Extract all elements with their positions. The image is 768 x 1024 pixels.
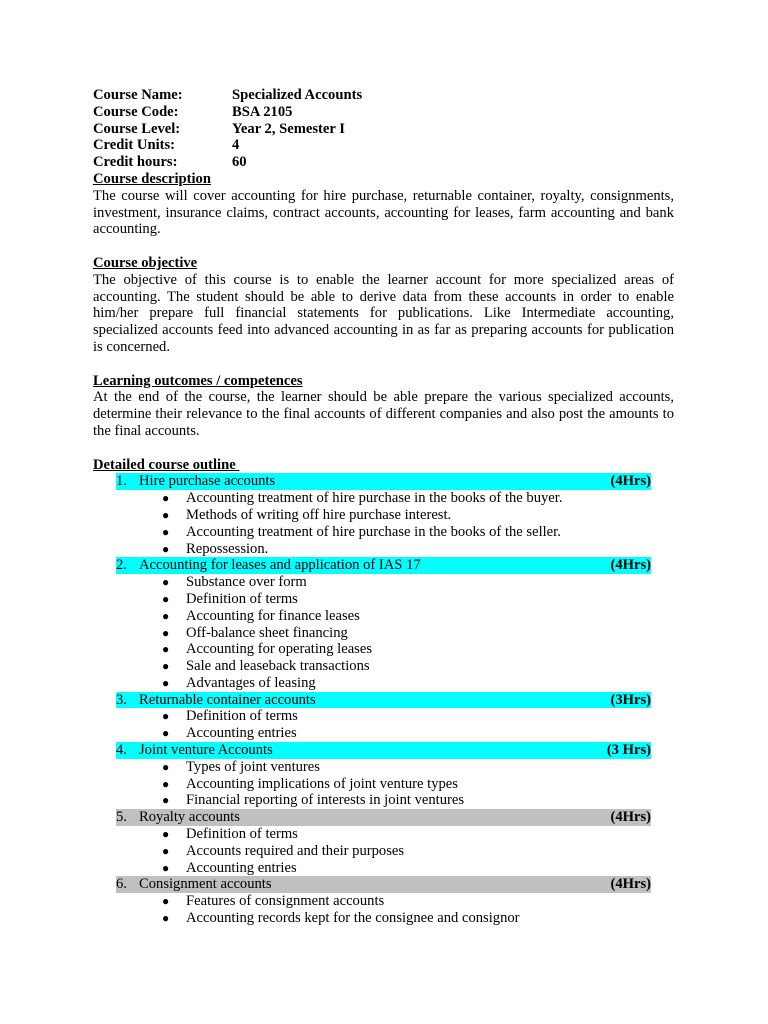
topic-hours: (4Hrs): [610, 557, 651, 574]
outline-subtopic: [162, 792, 674, 809]
bullet-icon: ●: [162, 575, 170, 590]
outline-topic: [116, 473, 651, 490]
course-info-value: Year 2, Semester I: [232, 120, 345, 137]
outline-subtopic: [162, 910, 674, 927]
course-info-block: [93, 87, 674, 171]
subtopic-text: Accounts required and their purposes: [186, 842, 405, 859]
learning-outcomes-heading: Learning outcomes / competences: [93, 372, 303, 389]
course-info-row: [93, 121, 674, 138]
outline-topic: [116, 809, 651, 826]
course-info-label: Credit Units:: [93, 137, 176, 154]
subtopic-text: Sale and leaseback transactions: [186, 658, 370, 675]
bullet-icon: ●: [162, 608, 170, 623]
subtopic-text: Accounting for finance leases: [186, 607, 360, 624]
outline-subtopic: [162, 524, 674, 541]
bullet-icon: ●: [162, 759, 170, 774]
bullet-icon: ●: [162, 524, 170, 539]
topic-title: Consignment accounts: [139, 876, 272, 893]
bullet-icon: ●: [162, 541, 170, 556]
topic-title: Accounting for leases and application of IAS 17: [139, 557, 421, 574]
course-info-row: [93, 87, 674, 104]
bullet-icon: ●: [162, 894, 170, 909]
subtopic-text: Definition of terms: [186, 708, 298, 725]
topic-number: 1.: [116, 473, 127, 490]
subtopic-text: Accounting implications of joint venture types: [186, 775, 458, 792]
course-outline-list: [93, 473, 674, 927]
subtopic-text: Financial reporting of interests in joint ventures: [186, 792, 465, 809]
course-info-value: Specialized Accounts: [232, 87, 363, 103]
bullet-icon: ●: [162, 642, 170, 657]
course-info-label: Course Code:: [93, 103, 179, 120]
topic-hours: (4Hrs): [610, 473, 651, 490]
document-content: [93, 87, 674, 927]
subtopic-text: Accounting entries: [186, 725, 297, 742]
subtopic-text: Repossession.: [186, 540, 269, 557]
course-objective-text: The objective of this course is to enable the learner account for more specialized areas of accounting. The student should be able to derive data from these accounts in order to enable him/her prepare full financial statements for publications. Like Intermediate accounting, specialized accounts feed into advanced accounting in as far as preparing accounts for publication is concerned.: [93, 271, 674, 355]
outline-subtopic: [162, 776, 674, 793]
course-description-heading: Course description: [93, 170, 211, 187]
subtopic-text: Substance over form: [186, 574, 307, 591]
bullet-icon: ●: [162, 860, 170, 875]
course-info-label: Course Level:: [93, 120, 181, 137]
outline-subtopic: [162, 507, 674, 524]
outline-subtopic: [162, 725, 674, 742]
bullet-icon: ●: [162, 843, 170, 858]
topic-title: Hire purchase accounts: [139, 473, 276, 490]
bullet-icon: ●: [162, 659, 170, 674]
subtopic-text: Definition of terms: [186, 590, 298, 607]
topic-number: 5.: [116, 809, 127, 826]
outline-subtopic: [162, 843, 674, 860]
outline-subtopic: [162, 893, 674, 910]
bullet-icon: ●: [162, 709, 170, 724]
outline-topic: [116, 557, 651, 574]
topic-title: Returnable container accounts: [139, 691, 316, 708]
bullet-icon: ●: [162, 491, 170, 506]
subtopic-text: Features of consignment accounts: [186, 893, 385, 910]
course-info-row: [93, 137, 674, 154]
outline-topic: [116, 742, 651, 759]
outline-subtopic: [162, 541, 674, 558]
outline-subtopic: [162, 574, 674, 591]
bullet-icon: ●: [162, 776, 170, 791]
subtopic-text: Advantages of leasing: [186, 674, 316, 691]
bullet-icon: ●: [162, 591, 170, 606]
bullet-icon: ●: [162, 911, 170, 926]
subtopic-text: Accounting for operating leases: [186, 641, 373, 658]
topic-number: 4.: [116, 742, 127, 759]
topic-title: Royalty accounts: [139, 809, 240, 826]
outline-subtopic: [162, 759, 674, 776]
course-info-value: 60: [232, 154, 247, 171]
subtopic-text: Types of joint ventures: [186, 758, 320, 775]
topic-hours: (3 Hrs): [606, 742, 651, 759]
bullet-icon: ●: [162, 675, 170, 690]
topic-title: Joint venture Accounts: [139, 742, 273, 759]
bullet-icon: ●: [162, 507, 170, 522]
bullet-icon: ●: [162, 827, 170, 842]
course-outline-heading: Detailed course outline: [93, 456, 240, 473]
subtopic-text: Accounting entries: [186, 859, 297, 876]
course-info-row: [93, 154, 674, 171]
outline-subtopic: [162, 860, 674, 877]
subtopic-text: Accounting treatment of hire purchase in the books of the buyer.: [186, 490, 563, 507]
topic-hours: (4Hrs): [610, 809, 651, 826]
course-description-text: The course will cover accounting for hire purchase, returnable container, royalty, consignments, investment, insurance claims, contract accounts, accounting for leases, farm accounting and bank accounting.: [93, 187, 674, 238]
outline-subtopic: [162, 591, 674, 608]
learning-outcomes-text: At the end of the course, the learner should be able prepare the various specialized accounts, determine their relevance to the final accounts of different companies and also post the amounts to the final accounts.: [93, 389, 674, 439]
outline-subtopic: [162, 625, 674, 642]
subtopic-text: Off-balance sheet financing: [186, 624, 348, 641]
course-info-row: [93, 104, 674, 121]
bullet-icon: ●: [162, 625, 170, 640]
course-info-value: 4: [232, 137, 240, 154]
outline-subtopic: [162, 490, 674, 507]
course-info-label: Course Name:: [93, 87, 183, 103]
course-info-value: BSA 2105: [232, 103, 293, 120]
outline-topic: [116, 876, 651, 893]
topic-number: 2.: [116, 557, 127, 574]
outline-subtopic: [162, 708, 674, 725]
spacer: [93, 356, 674, 373]
course-objective-heading: Course objective: [93, 254, 198, 271]
outline-topic: [116, 692, 651, 709]
topic-number: 3.: [116, 691, 127, 708]
topic-number: 6.: [116, 876, 127, 893]
subtopic-text: Methods of writing off hire purchase interest.: [186, 506, 452, 523]
spacer: [93, 440, 674, 457]
outline-subtopic: [162, 608, 674, 625]
bullet-icon: ●: [162, 793, 170, 808]
topic-hours: (4Hrs): [610, 876, 651, 893]
outline-subtopic: [162, 658, 674, 675]
outline-subtopic: [162, 675, 674, 692]
course-info-label: Credit hours:: [93, 154, 178, 171]
subtopic-text: Accounting treatment of hire purchase in the books of the seller.: [186, 523, 561, 540]
subtopic-text: Accounting records kept for the consignee and consignor: [186, 910, 520, 927]
subtopic-text: Definition of terms: [186, 826, 298, 843]
outline-subtopic: [162, 826, 674, 843]
outline-subtopic: [162, 641, 674, 658]
bullet-icon: ●: [162, 726, 170, 741]
topic-hours: (3Hrs): [610, 691, 651, 708]
spacer: [93, 238, 674, 255]
